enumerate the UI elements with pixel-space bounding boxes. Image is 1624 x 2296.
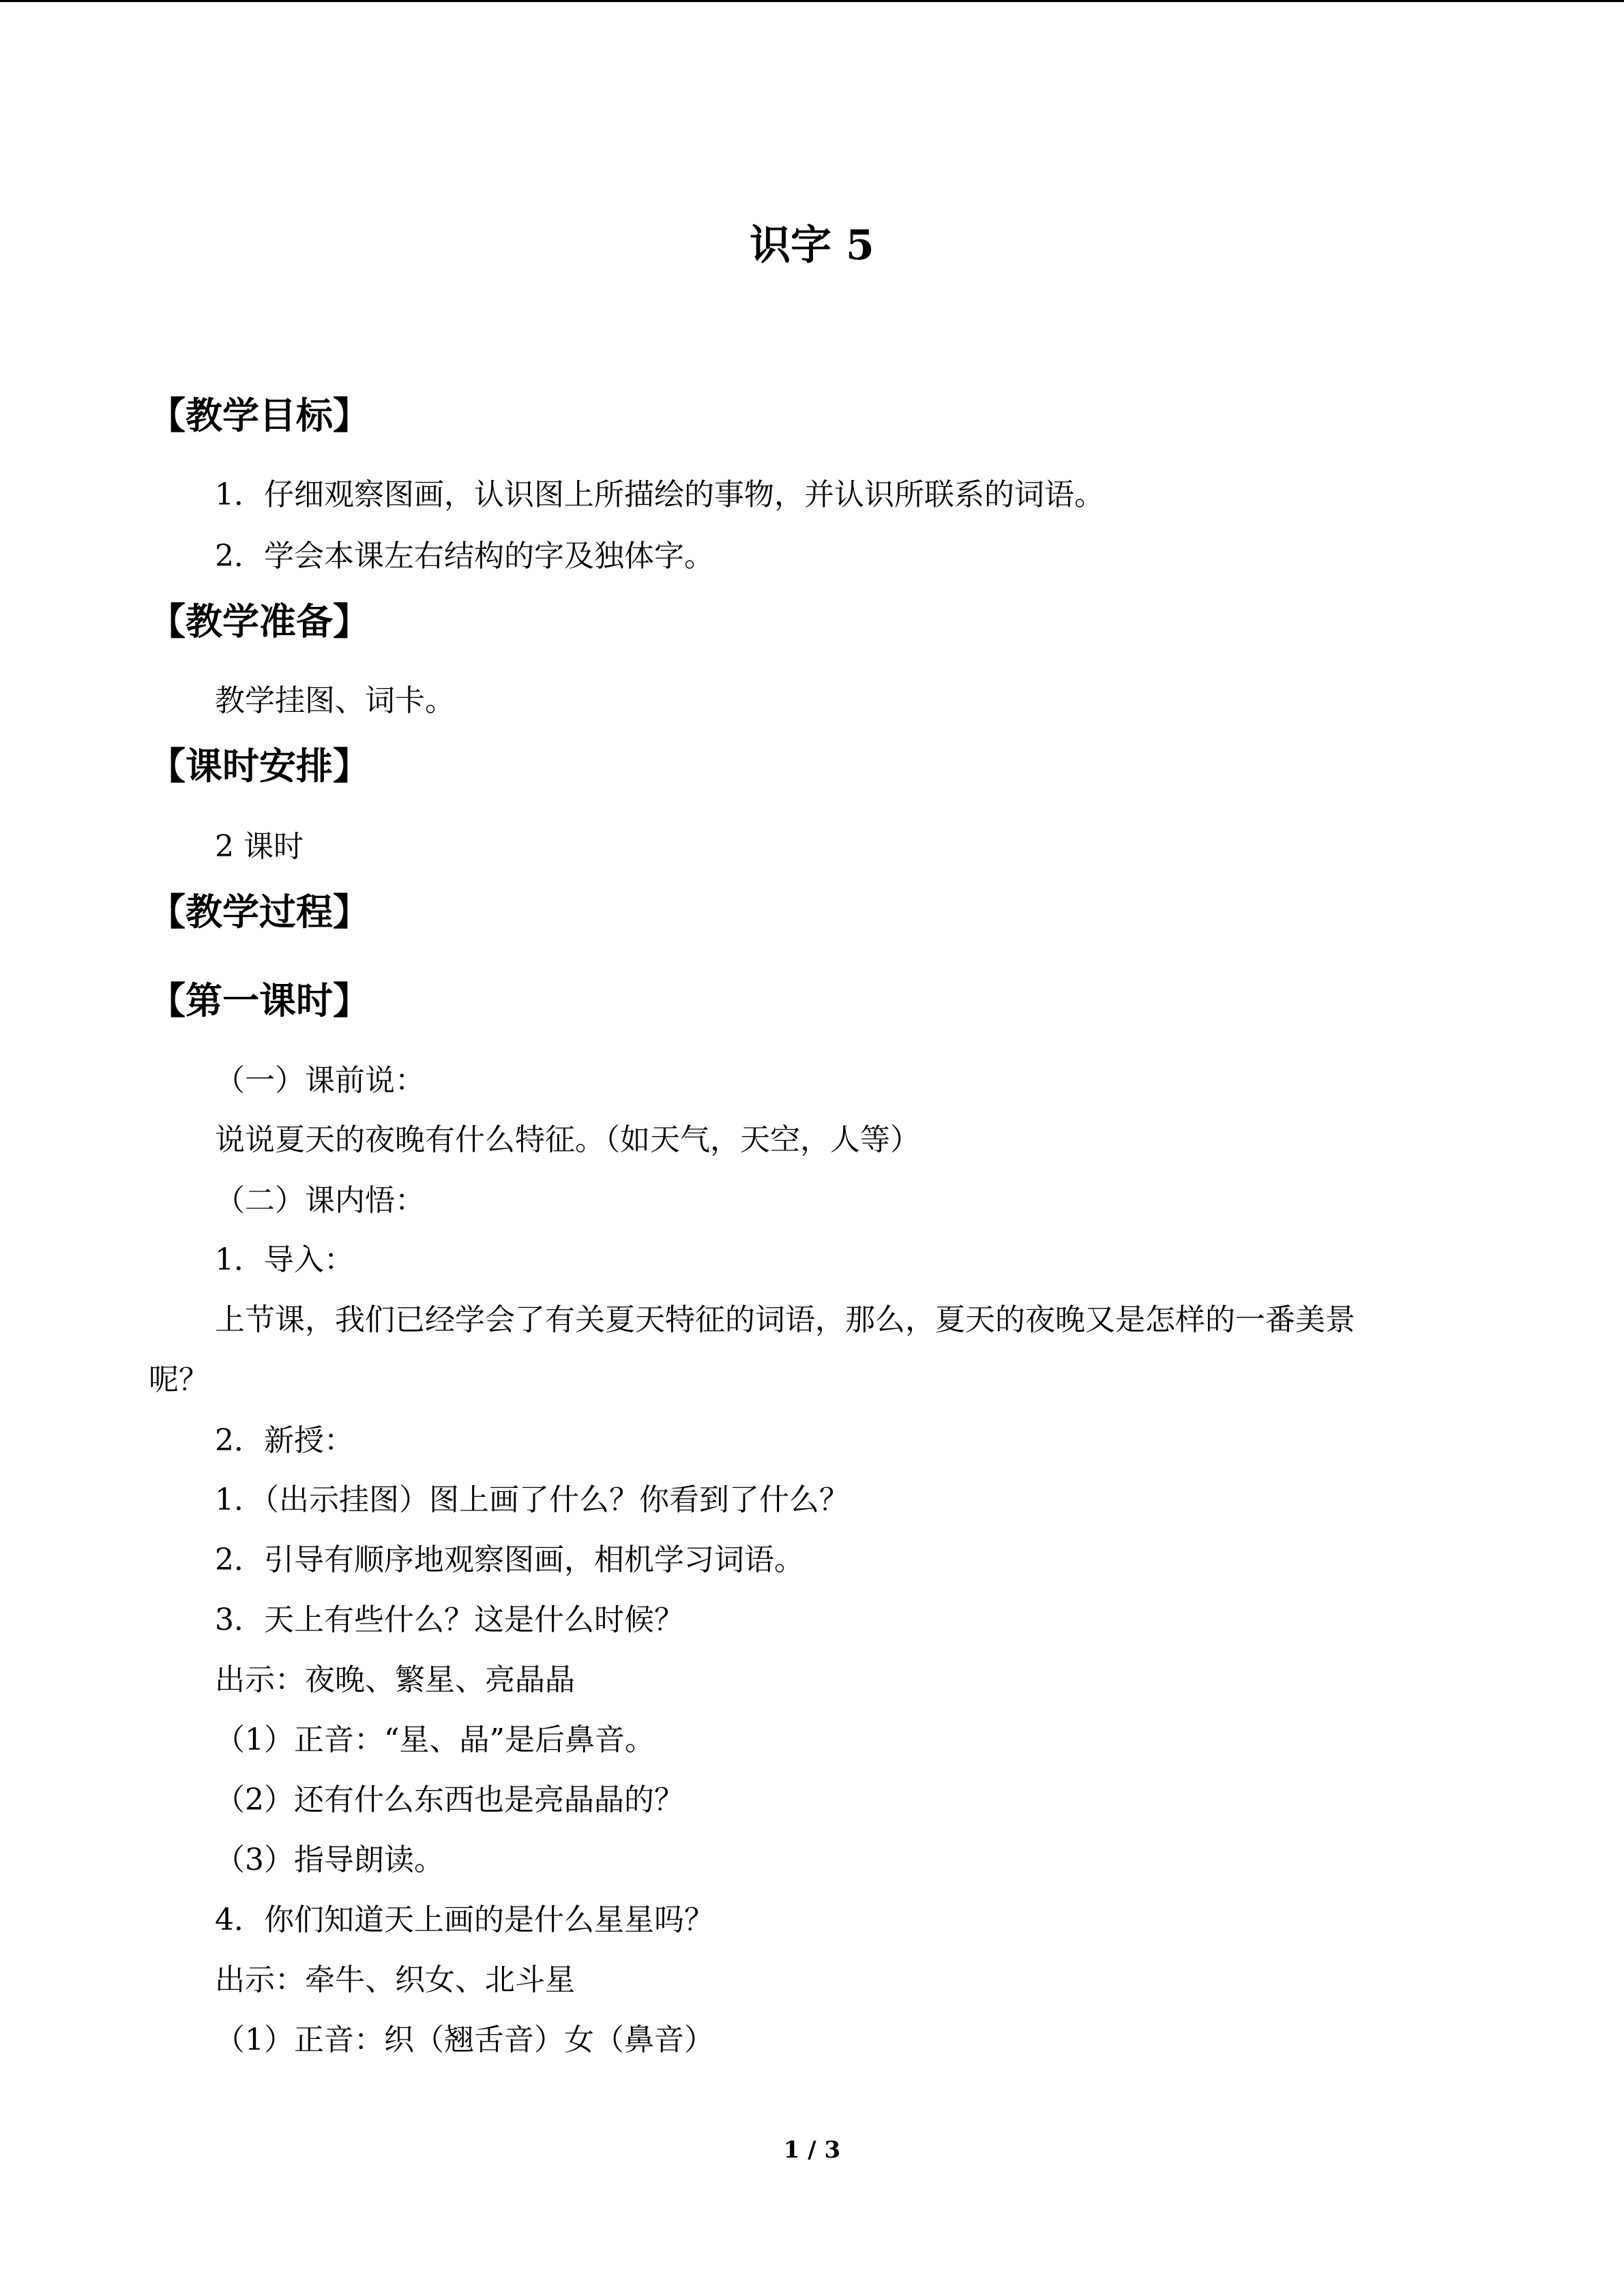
body-line: 2．引导有顺序地观察图画，相机学习词语。 — [215, 1542, 804, 1577]
page-number: 1 / 3 — [783, 2136, 841, 2164]
goal-item-2: 2．学会本课左右结构的字及独体字。 — [215, 539, 714, 573]
heading-first-lesson: 【第一课时】 — [149, 979, 370, 1022]
prep-text: 教学挂图、词卡。 — [215, 683, 455, 718]
body-line: 出示：牵牛、织女、北斗星 — [215, 1963, 575, 1997]
goal-item-1: 1．仔细观察图画，认识图上所描绘的事物，并认识所联系的词语。 — [215, 477, 1104, 512]
body-line: （3）指导朗读。 — [215, 1843, 444, 1877]
body-line: 呢？ — [149, 1362, 209, 1397]
body-line: 4．你们知道天上画的是什么星星吗？ — [215, 1903, 714, 1937]
body-line: （二）课内悟： — [215, 1183, 425, 1218]
body-line: 说说夏天的夜晚有什么特征。（如天气，天空，人等） — [215, 1122, 920, 1157]
body-line: 出示：夜晚、繁星、亮晶晶 — [215, 1663, 575, 1697]
body-line: 1．（出示挂图）图上画了什么？你看到了什么？ — [215, 1482, 849, 1517]
body-line: （2）还有什么东西也是亮晶晶的？ — [215, 1783, 684, 1817]
heading-teaching-prep: 【教学准备】 — [149, 599, 370, 643]
document-title: 识字 5 — [750, 222, 874, 269]
body-line: 1．导入： — [215, 1242, 354, 1277]
body-line: （一）课前说： — [215, 1063, 425, 1098]
heading-teaching-process: 【教学过程】 — [149, 890, 370, 934]
body-line: （1）正音：织（翘舌音）女（鼻音） — [215, 2023, 714, 2057]
top-border-line — [0, 0, 1624, 2]
heading-schedule: 【课时安排】 — [149, 744, 370, 788]
body-line: 3．天上有些什么？这是什么时候？ — [215, 1602, 684, 1637]
body-line: 上节课，我们已经学会了有关夏天特征的词语，那么，夏天的夜晚又是怎样的一番美景 — [215, 1302, 1355, 1337]
heading-teaching-goals: 【教学目标】 — [149, 393, 370, 437]
body-line: （1）正音：“星、晶”是后鼻音。 — [215, 1723, 655, 1757]
body-line: 2．新授： — [215, 1423, 354, 1458]
schedule-text: 2 课时 — [215, 829, 304, 864]
